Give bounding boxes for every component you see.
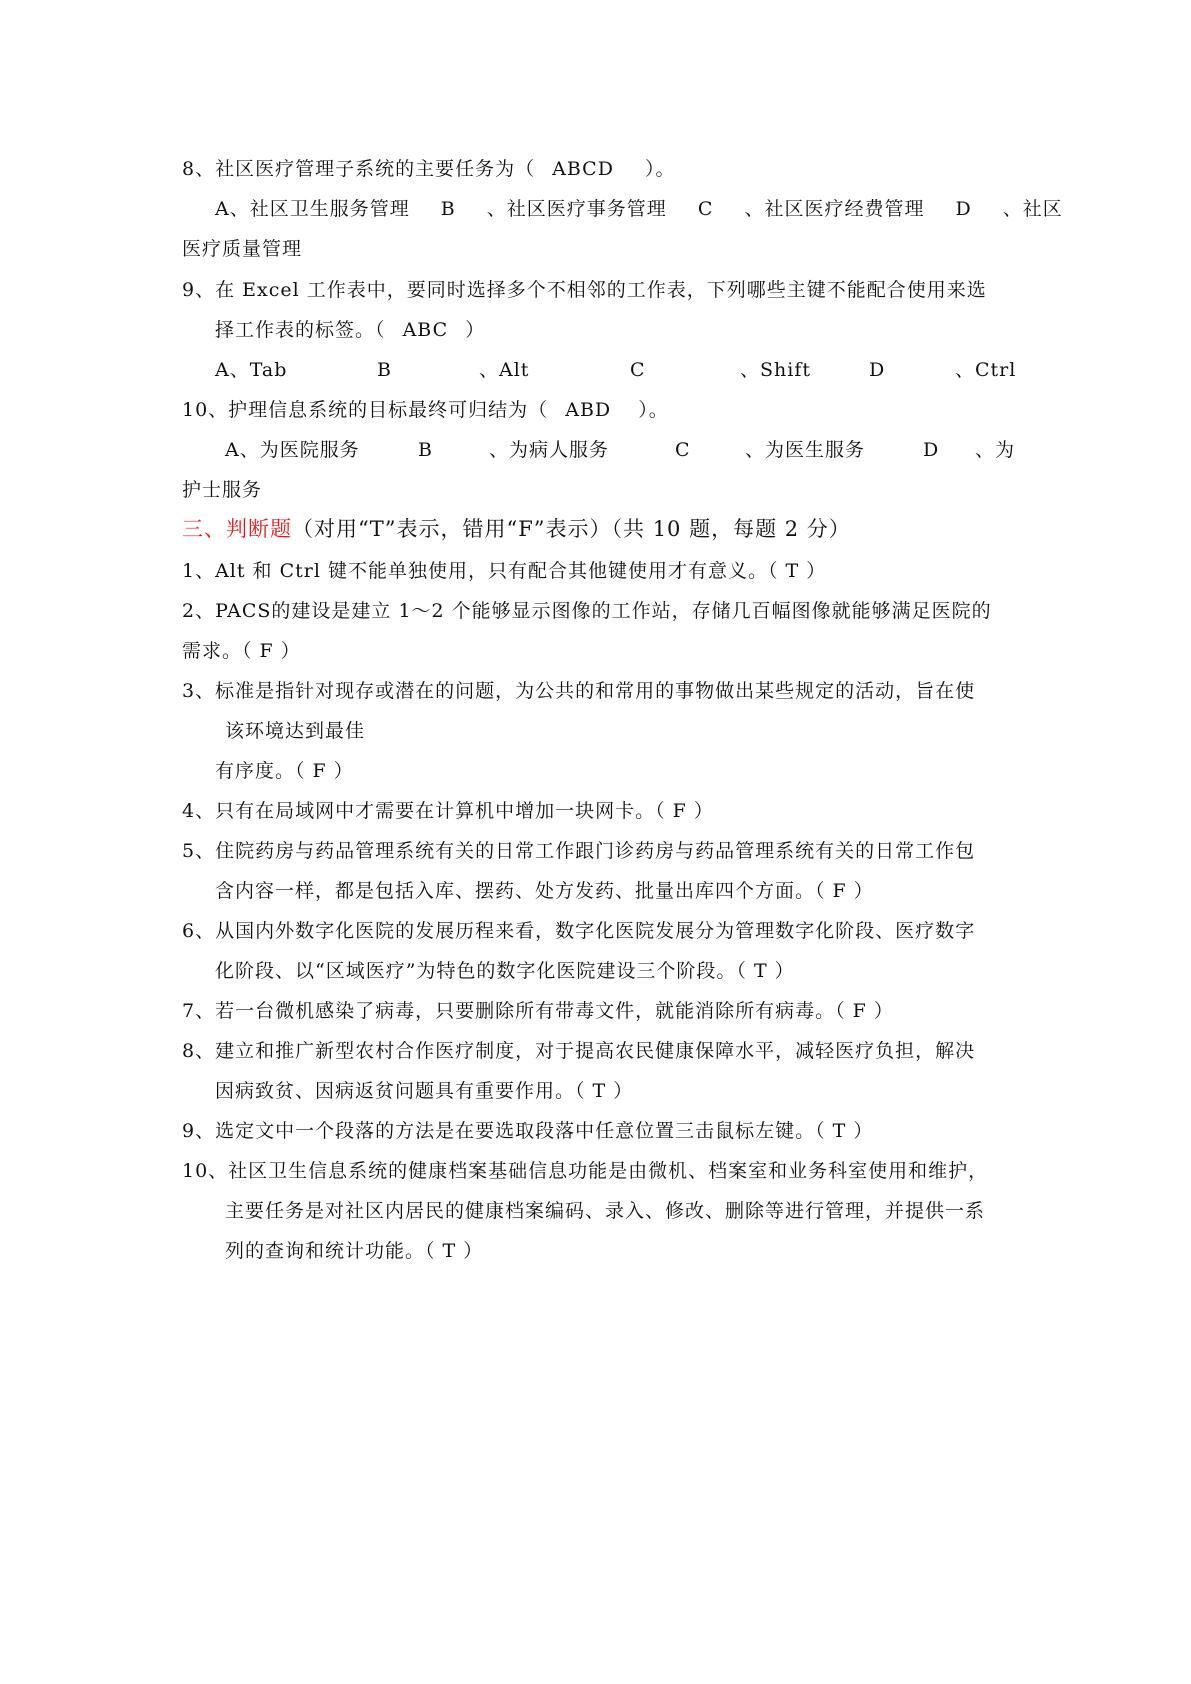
option-d-letter: D: [955, 198, 972, 220]
tf-question-5: [182, 838, 975, 864]
option-c-letter: C: [675, 439, 691, 461]
tf-question-6: [182, 918, 975, 944]
option-d-letter: D: [869, 359, 886, 381]
tf-line: 9、选定文中一个段落的方法是在要选取段落中任意位置三击鼠标左键。（ T ）: [182, 1120, 874, 1142]
tf-line: 2、PACS的建设是建立 1～2 个能够显示图像的工作站，存储几百幅图像就能够满足医院的: [182, 600, 992, 622]
question-text-cont: 择工作表的标签。（: [215, 319, 386, 341]
tf-question-8: [182, 1038, 975, 1064]
tf-line: 1、Alt 和 Ctrl 键不能单独使用，只有配合其他键使用才有意义。（ T ）: [182, 560, 827, 582]
option-d-cont: 护士服务: [182, 479, 263, 501]
section-subtitle: （对用“T”表示，错用“F”表示）（共 10 题，每题 2 分）: [292, 517, 851, 541]
question-10: [182, 397, 669, 423]
tf-line: 主要任务是对社区内居民的健康档案编码、录入、修改、删除等进行管理，并提供一系: [225, 1200, 986, 1222]
option-b-letter: B: [440, 198, 456, 220]
tf-question-10: [182, 1158, 988, 1184]
tf-question-1: [182, 558, 826, 584]
tf-question-2-cont: [182, 638, 301, 664]
tf-line: 有序度。（ F ）: [215, 760, 354, 782]
option-d-cont: 医疗质量管理: [182, 238, 303, 260]
tf-question-3: [182, 678, 975, 704]
question-9-cont: [215, 317, 485, 343]
tf-line: 该环境达到最佳: [225, 720, 366, 742]
section-title: 三、判断题: [182, 517, 292, 541]
question-10-options-cont: [182, 477, 262, 503]
question-text: 10、护理信息系统的目标最终可归结为（: [182, 399, 549, 421]
option-c-letter: C: [630, 359, 646, 381]
tf-line: 列的查询和统计功能。（ T ）: [225, 1240, 484, 1262]
option-b: 、社区医疗事务管理: [486, 198, 667, 220]
tf-question-3-cont2: [215, 758, 354, 784]
option-d: 、为: [975, 439, 1016, 461]
tf-line: 3、标准是指针对现存或潜在的问题，为公共的和常用的事物做出某些规定的活动，旨在使: [182, 680, 976, 702]
tf-line: 6、从国内外数字化医院的发展历程来看，数字化医院发展分为管理数字化阶段、医疗数字: [182, 920, 976, 942]
question-text: 9、在 Excel 工作表中，要同时选择多个不相邻的工作表，下列哪些主键不能配合使用来选: [182, 279, 987, 301]
question-close: ）。: [645, 158, 676, 180]
question-close: ）。: [638, 399, 669, 421]
tf-question-3-cont: [225, 718, 365, 744]
option-c-letter: C: [697, 198, 714, 220]
option-b: 、Alt: [479, 359, 530, 381]
tf-line: 5、住院药房与药品管理系统有关的日常工作跟门诊药房与药品管理系统有关的日常工作包: [182, 840, 976, 862]
tf-question-5-cont: [215, 878, 874, 904]
tf-line: 7、若一台微机感染了病毒，只要删除所有带毒文件，就能消除所有病毒。（ F ）: [182, 1000, 894, 1022]
question-8-options: [215, 196, 1063, 222]
question-text: 8、社区医疗管理子系统的主要任务为（: [182, 158, 536, 180]
question-8-options-cont: [182, 236, 302, 262]
tf-question-2: [182, 598, 992, 624]
option-b-letter: B: [377, 359, 392, 381]
tf-question-7: [182, 998, 894, 1024]
option-c: 、社区医疗经费管理: [744, 198, 925, 220]
option-a: A、为医院服务: [225, 439, 360, 461]
tf-question-10-cont: [225, 1198, 985, 1224]
option-a: A、Tab: [215, 359, 288, 381]
tf-line: 8、建立和推广新型农村合作医疗制度，对于提高农民健康保障水平，减轻医疗负担，解决: [182, 1040, 976, 1062]
option-b-letter: B: [418, 439, 433, 461]
question-8: [182, 156, 676, 182]
option-c: 、为医生服务: [745, 439, 866, 461]
option-b: 、为病人服务: [489, 439, 610, 461]
tf-question-8-cont: [215, 1078, 633, 1104]
tf-question-6-cont: [215, 958, 795, 984]
tf-line: 含内容一样，都是包括入库、摆药、处方发药、批量出库四个方面。（ F ）: [215, 880, 874, 902]
question-9: [182, 277, 987, 303]
option-a: A、社区卫生服务管理: [215, 198, 410, 220]
option-d-letter: D: [923, 439, 940, 461]
tf-line: 10、社区卫生信息系统的健康档案基础信息功能是由微机、档案室和业务科室使用和维护，: [182, 1160, 989, 1182]
section-heading: [182, 516, 851, 542]
tf-line: 需求。（ F ）: [182, 640, 301, 662]
answer: ABC: [402, 319, 449, 341]
tf-line: 化阶段、以“区域医疗”为特色的数字化医院建设三个阶段。（ T ）: [215, 960, 795, 982]
question-close: ）: [465, 319, 486, 341]
option-d: 、社区: [1002, 198, 1063, 220]
answer: ABCD: [552, 158, 614, 180]
tf-question-10-cont2: [225, 1238, 483, 1264]
option-d: 、Ctrl: [955, 359, 1017, 381]
tf-line: 因病致贫、因病返贫问题具有重要作用。（ T ）: [215, 1080, 634, 1102]
option-c: 、Shift: [740, 359, 811, 381]
answer: ABD: [565, 399, 612, 421]
tf-line: 4、只有在局域网中才需要在计算机中增加一块网卡。（ F ）: [182, 800, 714, 822]
tf-question-4: [182, 798, 714, 824]
tf-question-9: [182, 1118, 873, 1144]
